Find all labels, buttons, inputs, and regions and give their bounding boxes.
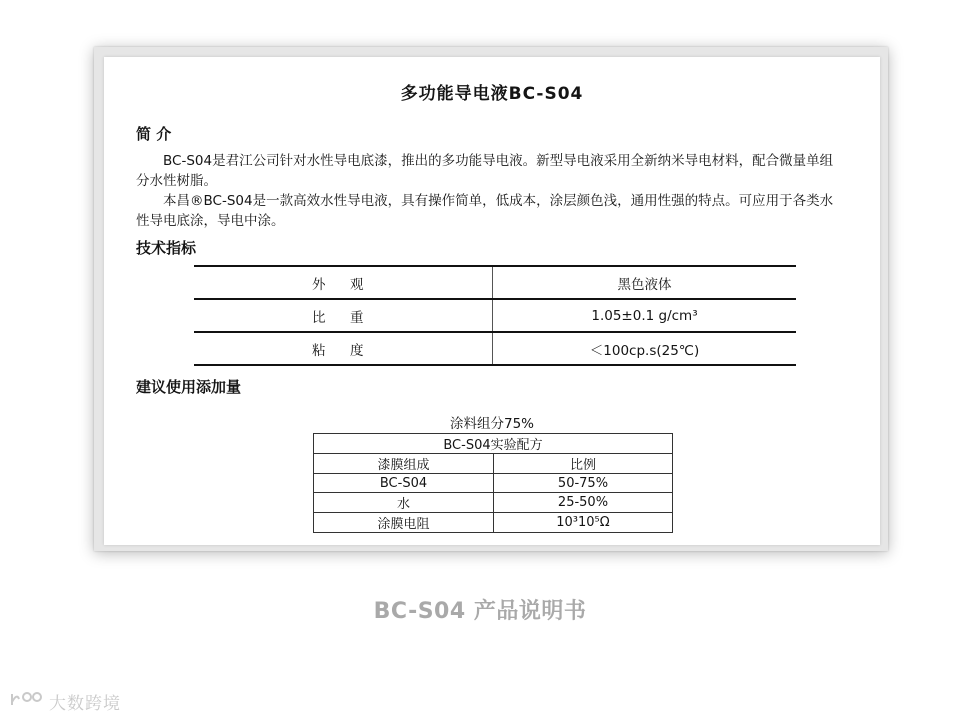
table-cell: 水 xyxy=(314,493,494,513)
spec-label-viscosity: 粘 度 xyxy=(194,332,493,365)
watermark xyxy=(9,689,121,713)
formula-table-title: BC-S04实验配方 xyxy=(314,434,673,454)
table-row xyxy=(194,299,796,332)
table-row xyxy=(314,493,673,513)
table-row xyxy=(314,474,673,493)
spec-document xyxy=(104,57,880,545)
table-cell: BC-S04 xyxy=(314,474,494,493)
table-row xyxy=(314,434,673,454)
formula-table xyxy=(313,433,673,533)
spec-value-appearance: 黑色液体 xyxy=(617,276,672,293)
intro-paragraph-1: BC-S04是君江公司针对水性导电底漆，推出的多功能导电液。新型导电液采用全新纳米导电材料，配合微量单组分水性树脂。 xyxy=(136,153,834,189)
brand-logo-icon xyxy=(9,689,45,713)
intro-heading: 简 介 xyxy=(136,125,172,143)
spec-label-density: 比 重 xyxy=(194,299,493,332)
table-row xyxy=(194,266,796,299)
usage-caption: 涂料组分75% xyxy=(449,416,534,432)
image-caption: BC-S04 产品说明书 xyxy=(373,599,587,624)
spec-value-viscosity: ＜100cp.s(25℃) xyxy=(493,332,797,365)
table-row xyxy=(314,513,673,533)
watermark-text: 大数跨境 xyxy=(49,693,121,714)
usage-heading: 建议使用添加量 xyxy=(136,378,242,396)
document-title: 多功能导电液BC-S04 xyxy=(400,84,584,104)
table-cell: 25-50% xyxy=(494,493,673,513)
table-header-row xyxy=(314,454,673,474)
column-header: 比例 xyxy=(494,454,673,474)
table-cell: 涂膜电阻 xyxy=(314,513,494,533)
table-row xyxy=(194,332,796,365)
table-cell: 10³10⁵Ω xyxy=(494,513,673,533)
spec-value-density: 1.05±0.1 g/cm³ xyxy=(493,299,797,332)
specs-table xyxy=(194,265,796,366)
specs-heading: 技术指标 xyxy=(136,239,197,257)
table-cell: 50-75% xyxy=(494,474,673,493)
column-header: 漆膜组成 xyxy=(314,454,494,474)
spec-label-appearance: 外 观 xyxy=(194,266,493,299)
intro-paragraph-2: 本昌®BC-S04是一款高效水性导电液，具有操作简单，低成本，涂层颜色浅，通用性强的特点。可应用于各类水性导电底涂，导电中涂。 xyxy=(136,193,834,229)
